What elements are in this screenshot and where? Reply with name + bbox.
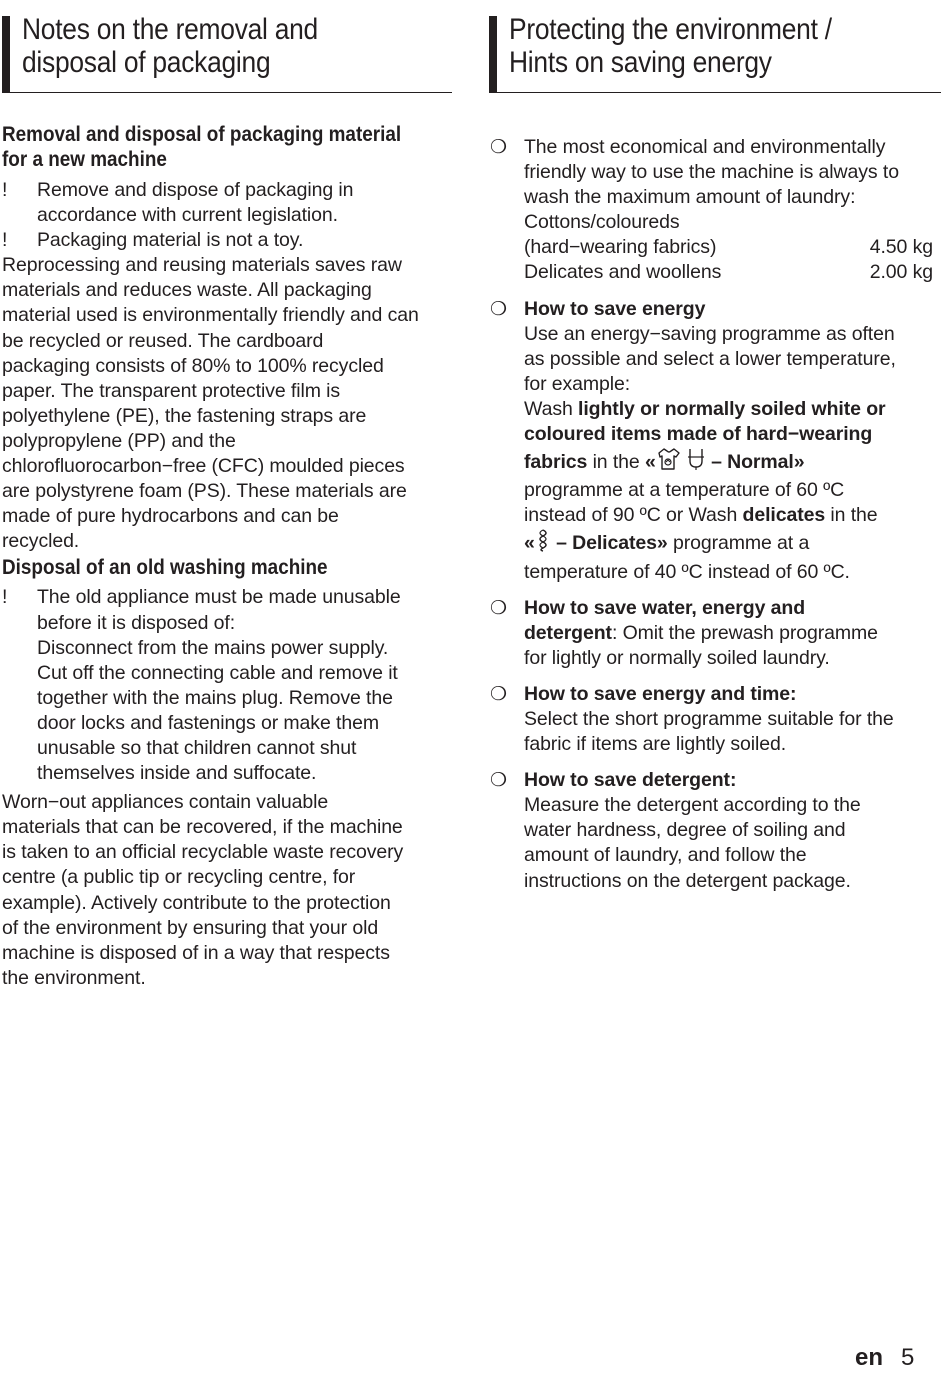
tip-save-energy-time: ❍ How to save energy and time: Select the short programme suitable for the fabric if items are lightly soiled. xyxy=(490,682,894,756)
delicates-programme-icon xyxy=(535,528,551,559)
load-row-cottons: (hard−wearing fabrics) 4.50 kg xyxy=(524,236,933,259)
heading-bar xyxy=(2,16,10,92)
right-section-title: Protecting the environment / Hints on saving energy xyxy=(509,13,832,79)
tip-save-detergent: ❍ How to save detergent: Measure the detergent according to the water hardness, degree of soiling and amount of laundry, and follow the instructions on the detergent package. xyxy=(490,769,861,892)
right-section-heading xyxy=(489,0,941,93)
packaging-note-2: ! Packaging material is not a toy. xyxy=(2,229,304,252)
packaging-subheading: Removal and disposal of packaging material for a new machine xyxy=(2,123,402,171)
bullet-circle-icon: ❍ xyxy=(490,597,507,619)
tip-save-energy: ❍ How to save energy Use an energy−saving programme as often as possible and select a lower temperature, for example: Wash lightly or normally soiled white or coloured items made of hard−wearing fabrics in the « – Normal» programme at a temperature of 60 ºC instead of 90 ºC or Wash delicates in the « – Delicates» programme at a temperature of 40 ºC instead of 60 ºC. xyxy=(490,297,896,583)
page-footer xyxy=(855,1344,914,1372)
left-section-title: Notes on the removal and disposal of packaging xyxy=(22,13,318,79)
recycling-paragraph: Reprocessing and reusing materials saves raw materials and reduces waste. All packaging material used is environmentally friendly and can be recycled or reused. The cardboard packaging consists of 80% to 100% recycled paper. The transparent protective film is polyethylene (PE), the fastening straps are polypropylene (PP) and the chlorofluorocarbon−free (CFC) moulded pieces are polystyrene foam (PS). These materials are made of pure hydrocarbons and can be recycled. xyxy=(2,254,419,553)
left-column xyxy=(2,0,452,991)
bullet-circle-icon: ❍ xyxy=(490,298,507,320)
left-section-heading xyxy=(2,0,452,93)
page-number: 5 xyxy=(901,1344,915,1371)
disposal-note: ! The old appliance must be made unusable before it is disposed of: Disconnect from the mains power supply. Cut off the connecting cable and remove it together with the mains plug. Remove the door locks and fastenings or make them unusable so that children cannot shut themselves inside and suffocate. xyxy=(2,586,401,785)
tip-maximum-load: ❍ The most economical and environmentally friendly way to use the machine is always to wash the maximum amount of laundry: Cottons/coloureds (hard−wearing fabrics) 4.50 kg Delicates and woollens 2.00 kg xyxy=(489,135,941,286)
heading-bar xyxy=(489,16,497,92)
easy-care-programme-icon xyxy=(686,447,706,478)
bullet-circle-icon: ❍ xyxy=(490,137,507,158)
cottons-programme-icon xyxy=(656,447,686,478)
bullet-circle-icon: ❍ xyxy=(490,770,507,792)
disposal-subheading: Disposal of an old washing machine xyxy=(2,556,328,580)
worn-out-appliances-paragraph: Worn−out appliances contain valuable materials that can be recovered, if the machine is taken to an official recyclable waste recovery centre (a public tip or recycling centre, for example). Actively contribute to the protection of the environment by ensuring that your old machine is disposed of in a way that respects the environment. xyxy=(2,791,404,989)
tip-save-water-energy-detergent: ❍ How to save water, energy and detergent: Omit the prewash programme for lightly or normally soiled laundry. xyxy=(490,596,878,669)
language-code: en xyxy=(855,1344,884,1371)
load-row-delicates: Delicates and woollens 2.00 kg xyxy=(524,261,933,284)
packaging-note-1: ! Remove and dispose of packaging in accordance with current legislation. xyxy=(2,179,354,227)
right-column xyxy=(489,0,941,905)
bullet-circle-icon: ❍ xyxy=(490,683,507,705)
